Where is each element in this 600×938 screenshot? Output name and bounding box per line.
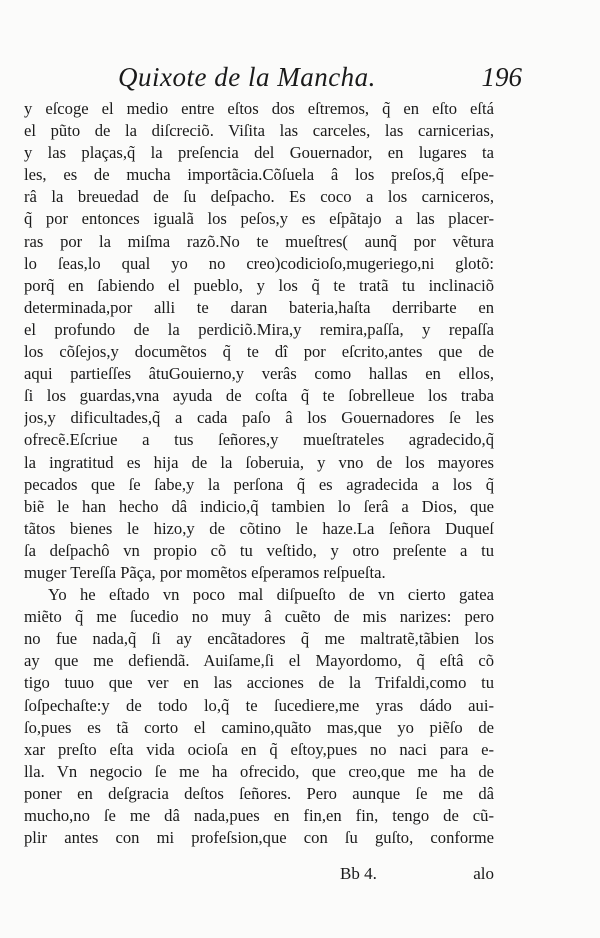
running-head <box>118 62 522 96</box>
text-line: aqui partieſſes âtuGouierno,y verâs como hallas en ellos, <box>24 364 494 384</box>
catchword: alo <box>473 864 494 883</box>
text-line: lo ſeas,lo qual yo no creo)codicioſo,mugeriego,ni glotõ: <box>24 253 494 273</box>
page-number: 196 <box>481 62 522 92</box>
text-line: biẽ le han hecho dâ indicio,q̃ tambien lo ſerâ a Dios, que <box>24 496 494 516</box>
running-title: Quixote de la Mancha. <box>118 62 376 92</box>
text-line: râ la breuedad de ſu deſpacho. Es coco a los carniceros, <box>24 187 494 207</box>
text-line: tãtos bienes le hizo,y de cõtino le haze.La ſeñora Duqueſ <box>24 518 494 538</box>
text-line: el pũto de la diſcreciõ. Viſita las carceles, las carnicerias, <box>24 121 494 141</box>
text-line: ſi los guardas,vna ayuda de coſta q̃ te ſobrelleue los traba <box>24 386 494 406</box>
text-line: mucho,no ſe me dâ nada,pues en fin,en fin, tengo de cũ- <box>24 806 494 825</box>
paragraph <box>24 584 494 849</box>
text-block <box>24 98 494 849</box>
text-line: porq̃ en ſabiendo el pueblo, y los q̃ te tratã tu inclinaciõ <box>24 275 494 295</box>
text-line: ſo,pues es tã corto el camino,quãto mas,que yo piẽſo de <box>24 717 494 737</box>
text-line: ofrecẽ.Eſcriue a tus ſeñores,y mueſtrateles agradecido,q̃ <box>24 430 494 450</box>
text-line: ras por la miſma razõ.No te mueſtres( aunq̃ por vẽtura <box>24 231 494 251</box>
text-line: Yo he eſtado vn poco mal diſpueſto de vn cierto gatea <box>48 585 494 605</box>
text-line: tigo tuuo que ver en las acciones de la Trifaldi,como tu <box>24 673 494 693</box>
text-line: ſoſpechaſte:y de todo lo,q̃ te ſucediere,me yras dádo aui- <box>24 695 494 715</box>
text-line: la ingratitud es hija de la ſoberuia, y vno de los mayores <box>24 452 494 472</box>
text-line: xar preſto eſta vida ocioſa en q̃ eſtoy,pues no naci para e- <box>24 739 494 759</box>
text-line: no fue nada,q̃ ſi ay encãtadores q̃ me maltratẽ,tãbien los <box>24 629 494 649</box>
text-line: el profundo de la perdiciõ.Mira,y remira,paſſa, y repaſſa <box>24 319 494 339</box>
text-line: lla. Vn negocio ſe me ha ofrecido, que creo,que me ha de <box>24 761 494 781</box>
text-line: y eſcoge el medio entre eſtos dos eſtremos, q̃ en eſto eſtá <box>24 99 494 118</box>
text-line: plir antes con mi profeſsion,que con ſu guſto, conforme <box>24 828 494 848</box>
text-line: y las plaças,q̃ la preſencia del Gouernador, en lugares ta <box>24 143 494 163</box>
text-line: q̃ por entonces igualã los peſos,y es eſpãtajo a las placer- <box>24 209 494 229</box>
paragraph <box>24 98 494 584</box>
text-line: poner en deſgracia deſtos ſeñores. Pero aunque ſe me dâ <box>24 783 494 803</box>
text-line: les, es de mucha importãcia.Cõſuela â los preſos,q̃ eſpe- <box>24 165 494 185</box>
text-line: determinada,por alli te daran bateria,haſta derribarte en <box>24 297 494 317</box>
text-line: los cõſejos,y documẽtos q̃ te dî por eſcrito,antes que de <box>24 342 494 362</box>
text-line: miẽto q̃ me ſucedio no muy â cuẽto de mis narizes: pero <box>24 607 494 627</box>
text-line: ſa deſpachô vn propio cõ tu veſtido, y otro preſente a tu <box>24 540 494 560</box>
text-line: pecados que ſe ſabe,y la perſona q̃ es agradecida a los q̃ <box>24 474 494 494</box>
signature-mark: Bb 4. <box>340 864 377 883</box>
page-footer <box>24 864 494 888</box>
text-line: muger Tereſſa Pãça, por momẽtos eſperamos reſpueſta. <box>24 562 386 582</box>
text-line: jos,y dificultades,q̃ a cada paſo â los Gouernadores ſe les <box>24 408 494 428</box>
text-line: ay que me defiendã. Auiſame,ſi el Mayordomo, q̃ eſtâ cõ <box>24 651 494 671</box>
